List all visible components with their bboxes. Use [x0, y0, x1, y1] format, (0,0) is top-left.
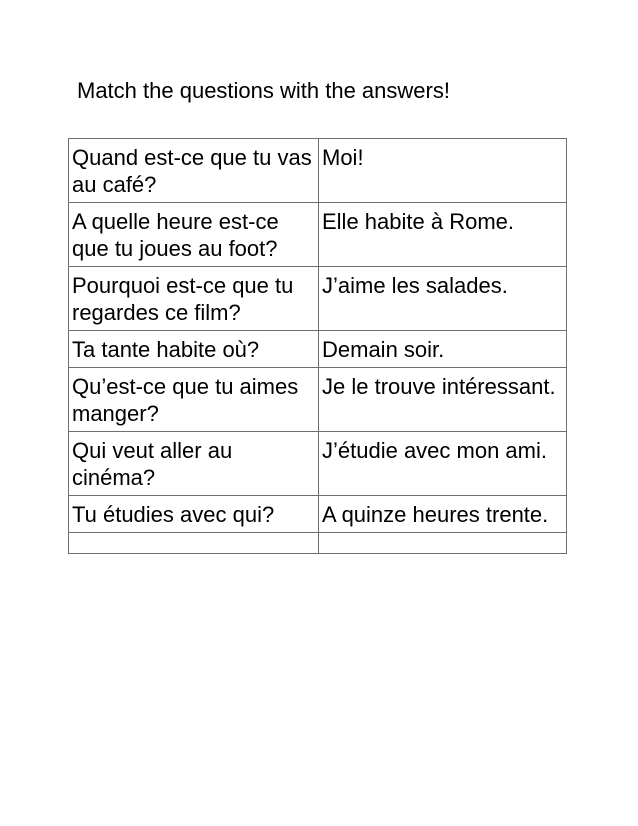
question-cell: Quand est-ce que tu vas au café?	[69, 139, 319, 203]
table-row	[69, 496, 567, 533]
match-table	[68, 138, 567, 554]
table-row	[69, 368, 567, 432]
question-cell: Tu étudies avec qui?	[69, 496, 319, 533]
table-row	[69, 139, 567, 203]
question-cell: Qu’est-ce que tu aimes manger?	[69, 368, 319, 432]
answer-cell: Moi!	[319, 139, 567, 203]
question-cell: A quelle heure est-ce que tu joues au foot?	[69, 203, 319, 267]
empty-table-row	[69, 533, 567, 554]
answer-cell: Demain soir.	[319, 331, 567, 368]
question-cell: Ta tante habite où?	[69, 331, 319, 368]
answer-cell	[319, 533, 567, 554]
answer-cell: A quinze heures trente.	[319, 496, 567, 533]
answer-cell: J’étudie avec mon ami.	[319, 432, 567, 496]
table-row	[69, 267, 567, 331]
question-cell: Pourquoi est-ce que tu regardes ce film?	[69, 267, 319, 331]
instruction-heading: Match the questions with the answers!	[77, 78, 450, 103]
table-row	[69, 331, 567, 368]
table-row	[69, 432, 567, 496]
question-cell: Qui veut aller au cinéma?	[69, 432, 319, 496]
table-row	[69, 203, 567, 267]
answer-cell: Je le trouve intéressant.	[319, 368, 567, 432]
question-cell	[69, 533, 319, 554]
answer-cell: Elle habite à Rome.	[319, 203, 567, 267]
answer-cell: J’aime les salades.	[319, 267, 567, 331]
